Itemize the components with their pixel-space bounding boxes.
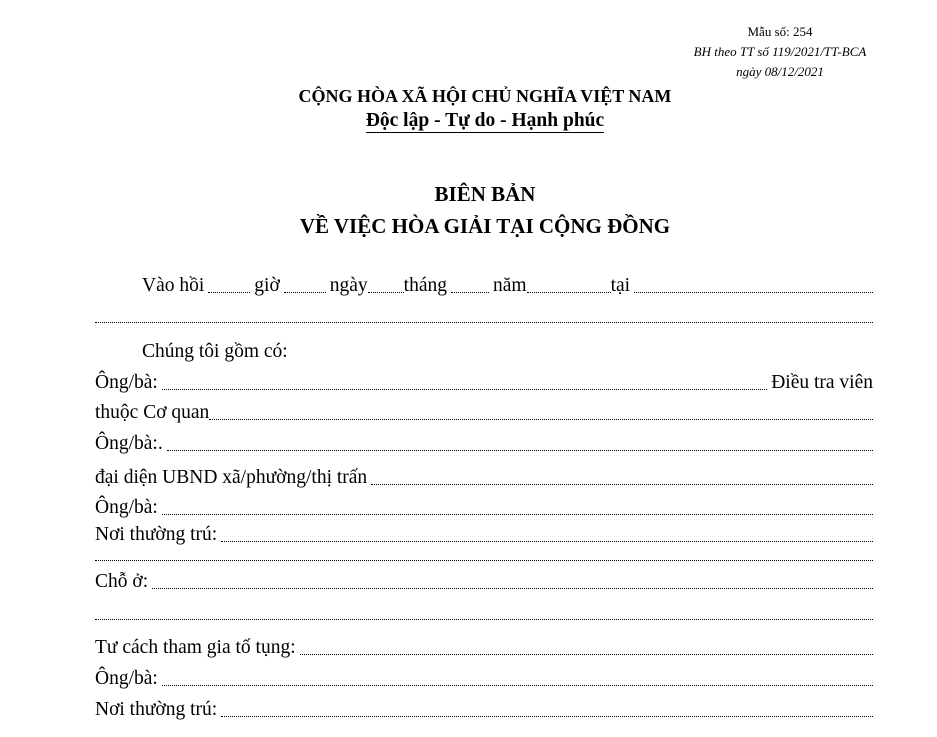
party1-name-line xyxy=(95,494,873,522)
place-field[interactable] xyxy=(634,292,873,293)
form-issued-by: BH theo TT số 119/2021/TT-BCA xyxy=(693,44,867,59)
hour-label: giờ xyxy=(254,275,280,296)
party1-current-address-field-continued[interactable] xyxy=(95,619,873,620)
agency-label: thuộc Cơ quan xyxy=(95,402,210,423)
day-field[interactable] xyxy=(368,292,404,293)
country-name: CỘNG HÒA XÃ HỘI CHỦ NGHĨA VIỆT NAM xyxy=(298,86,672,106)
party2-name-label: Ông/bà: xyxy=(95,668,158,689)
document-title xyxy=(0,178,937,242)
form-date: ngày 08/12/2021 xyxy=(736,64,824,79)
party1-role-label: Tư cách tham gia tố tụng: xyxy=(95,637,296,658)
commune-rep-line xyxy=(95,464,873,492)
party1-residence-field-continued[interactable] xyxy=(95,560,873,561)
place-field-continued[interactable] xyxy=(95,322,873,323)
party1-name-field[interactable] xyxy=(162,514,873,515)
month-field[interactable] xyxy=(451,292,489,293)
participants-intro-line xyxy=(142,338,873,366)
party2-residence-field[interactable] xyxy=(221,716,873,717)
party1-current-address-label: Chỗ ở: xyxy=(95,571,149,592)
commune-rep-label: đại diện UBND xã/phường/thị trấn xyxy=(95,467,368,488)
party1-current-address-field[interactable] xyxy=(152,588,873,589)
year-label: năm xyxy=(493,275,527,296)
party1-role-line xyxy=(95,634,873,662)
party2-residence-label: Nơi thường trú: xyxy=(95,699,218,720)
hour-field[interactable] xyxy=(208,292,250,293)
party1-residence-continuation xyxy=(95,540,873,568)
agency-field[interactable] xyxy=(209,419,873,420)
place-continuation-line xyxy=(95,302,873,330)
investigator-name-field[interactable] xyxy=(162,389,767,390)
commune-rep-name-field[interactable] xyxy=(167,450,873,451)
title-line-2: VỀ VIỆC HÒA GIẢI TẠI CỘNG ĐỒNG xyxy=(299,214,671,238)
national-header xyxy=(0,84,937,133)
minute-field[interactable] xyxy=(284,292,326,293)
title-line-1: BIÊN BẢN xyxy=(434,182,536,206)
form-meta xyxy=(660,22,900,82)
investigator-line xyxy=(95,369,873,397)
investigator-name-label: Ông/bà: xyxy=(95,372,158,393)
commune-rep-name-line xyxy=(95,430,873,458)
month-label: tháng xyxy=(403,275,447,296)
time-place-line xyxy=(142,272,873,300)
party1-role-field[interactable] xyxy=(300,654,873,655)
party1-name-label: Ông/bà: xyxy=(95,497,158,518)
agency-line xyxy=(95,399,873,427)
party1-residence-label: Nơi thường trú: xyxy=(95,524,218,545)
day-label: ngày xyxy=(329,275,368,296)
party2-name-line xyxy=(95,665,873,693)
party2-name-field[interactable] xyxy=(162,685,873,686)
party1-current-address-continuation xyxy=(95,599,873,627)
party1-current-address-line xyxy=(95,568,873,596)
at-label: Vào hồi xyxy=(142,275,205,296)
commune-rep-name-label: Ông/bà:. xyxy=(95,433,163,454)
place-label: tại xyxy=(610,275,631,296)
form-number: Mẫu số: 254 xyxy=(747,24,813,39)
year-field[interactable] xyxy=(527,292,611,293)
party2-residence-line xyxy=(95,696,873,724)
commune-rep-field[interactable] xyxy=(371,484,873,485)
national-motto: Độc lập - Tự do - Hạnh phúc xyxy=(365,110,605,131)
investigator-role: Điều tra viên xyxy=(771,372,873,393)
participants-intro: Chúng tôi gồm có: xyxy=(142,341,288,362)
